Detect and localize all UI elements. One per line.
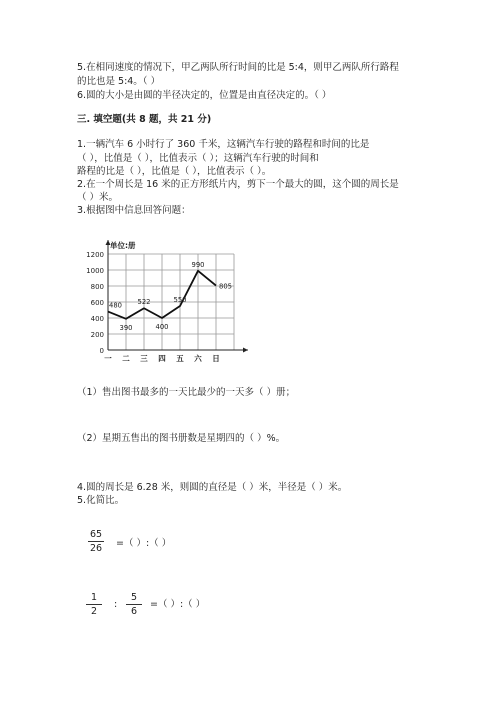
fill-q3-sub2: （2）星期五售出的图书册数是星期四的（ ）%。 — [77, 433, 286, 444]
sales-line-chart — [78, 238, 258, 368]
fraction-denominator: 26 — [89, 543, 103, 554]
fraction-1-2 — [86, 592, 102, 617]
fill-q3: 3.根据图中信息回答问题： — [77, 205, 191, 216]
x-tick-label: 五 — [176, 354, 184, 363]
fill-q3-sub1: （1）售出图书最多的一天比最少的一天多（ ）册； — [77, 387, 296, 398]
x-tick-label: 四 — [158, 354, 166, 363]
data-label: 480 — [109, 301, 122, 310]
fraction-denominator: 6 — [130, 606, 138, 617]
fill-q1-line3: 路程的比是（ ），比值是（ ），比值表示（ ）。 — [77, 166, 272, 177]
q6: 6.圆的大小是由圆的半径决定的，位置是由直径决定的。（ ） — [77, 90, 332, 101]
fraction-numerator: 1 — [90, 592, 98, 603]
fill-q4: 4.圆的周长是 6.28 米，则圆的直径是（ ）米，半径是（ ）米。 — [77, 482, 348, 493]
section-title: 三. 填空题(共 8 题，共 21 分) — [77, 114, 212, 125]
fraction-5-6 — [126, 592, 142, 617]
data-label: 990 — [191, 260, 205, 269]
x-tick-label: 二 — [122, 354, 130, 363]
data-label: 400 — [155, 323, 169, 331]
data-label: 805 — [219, 282, 232, 291]
data-label: 550 — [173, 296, 187, 304]
simplify1-answer: =（ ）:（ ） — [116, 538, 172, 549]
x-tick-label: 三 — [140, 354, 148, 363]
fraction-65-26 — [88, 529, 104, 554]
x-tick-label: 日 — [212, 354, 220, 363]
y-tick-label: 800 — [90, 283, 104, 291]
x-tick-label: 六 — [194, 354, 202, 363]
fraction-denominator: 2 — [90, 606, 98, 617]
q5-line1: 5.在相同速度的情况下，甲乙两队所行时间的比是 5:4，则甲乙两队所行路程 — [77, 62, 399, 73]
fill-q1-line2: （ ），比值是（ ），比值表示（ ）；这辆汽车行驶的时间和 — [77, 153, 319, 164]
fill-q2-line2: （ ）米。 — [77, 192, 119, 203]
ratio-colon: : — [114, 599, 118, 610]
x-tick-label: 一 — [104, 354, 112, 363]
fill-q5: 5.化简比。 — [77, 495, 125, 506]
fraction-numerator: 65 — [89, 529, 103, 540]
data-label: 390 — [119, 323, 133, 332]
unit-label: 单位:册 — [110, 241, 136, 250]
fill-q2-line1: 2.在一个周长是 16 米的正方形纸片内，剪下一个最大的圆，这个圆的周长是 — [77, 179, 399, 190]
data-label: 522 — [137, 298, 151, 307]
y-tick-label: 600 — [90, 299, 104, 307]
q5-line2: 的比也是 5:4。（ ） — [77, 76, 161, 87]
y-tick-label: 1000 — [86, 267, 104, 275]
y-tick-label: 0 — [99, 347, 104, 355]
simplify2-answer: =（ ）:（ ） — [150, 599, 206, 610]
y-tick-label: 1200 — [86, 251, 104, 259]
x-axis-arrow — [243, 348, 248, 353]
fill-q1-line1: 1.一辆汽车 6 小时行了 360 千米，这辆汽车行驶的路程和时间的比是 — [77, 139, 370, 150]
y-tick-label: 400 — [90, 315, 104, 323]
fraction-numerator: 5 — [130, 592, 138, 603]
y-tick-label: 200 — [90, 331, 104, 339]
